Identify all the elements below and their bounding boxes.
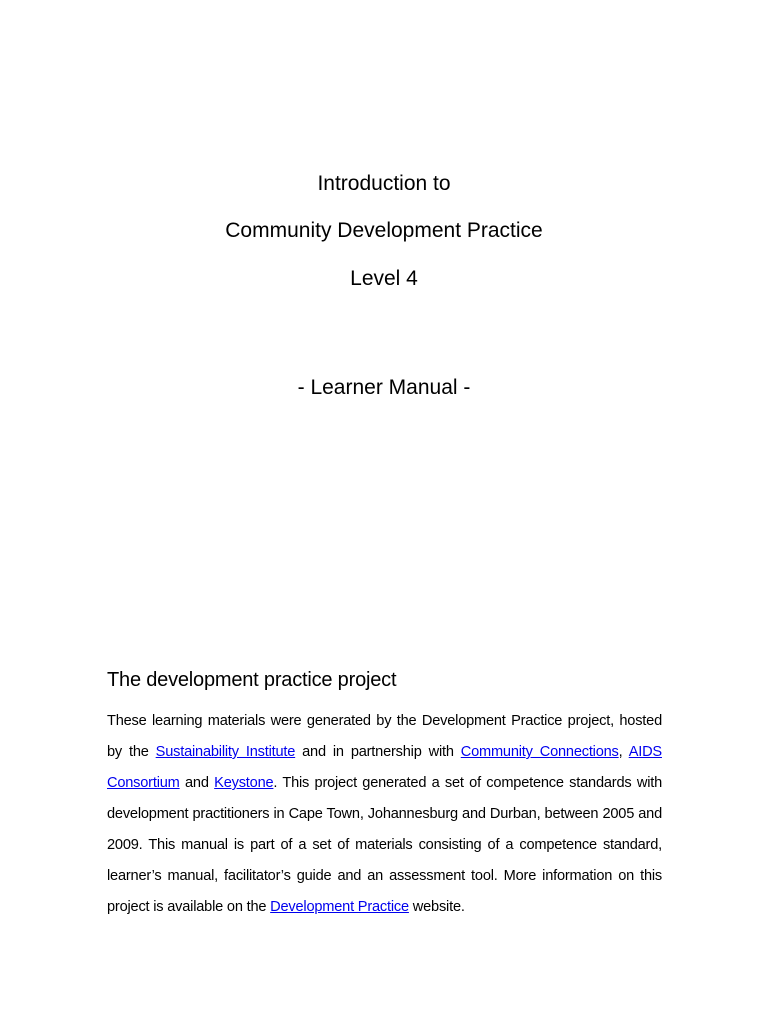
paragraph-text: These learning materials were generated by the Development Practice project, hosted by the [107,713,662,760]
paragraph-text: and in partnership with [302,744,454,760]
keystone-link[interactable]: Keystone [214,775,274,791]
development-practice-link[interactable]: Development Practice [270,899,409,915]
paragraph-text: , [618,744,623,760]
paragraph-text: and [185,775,209,791]
title-line-3: Level 4 [350,267,418,290]
subtitle: - Learner Manual - [297,376,471,399]
title-line-2: Community Development Practice [225,219,543,242]
community-connections-link[interactable]: Community Connections [460,744,619,760]
sustainability-institute-link[interactable]: Sustainability Institute [155,744,296,760]
paragraph-text: . This project generated a set of competence standards with development practitioners in Cape Town, Johannesburg and Durban, between 2005 and 2009. This manual is part of a set of materials consisting of a competence standard, learner’s manual, facilitator’s guide and an assessment tool. More information on this project is available on the [107,775,663,915]
aids-consortium-link[interactable]: AIDS Consortium [107,744,662,791]
section-paragraph [107,706,662,923]
paragraph-text: website. [412,899,465,915]
section-heading: The development practice project [107,669,397,691]
title-line-1: Introduction to [317,172,451,195]
